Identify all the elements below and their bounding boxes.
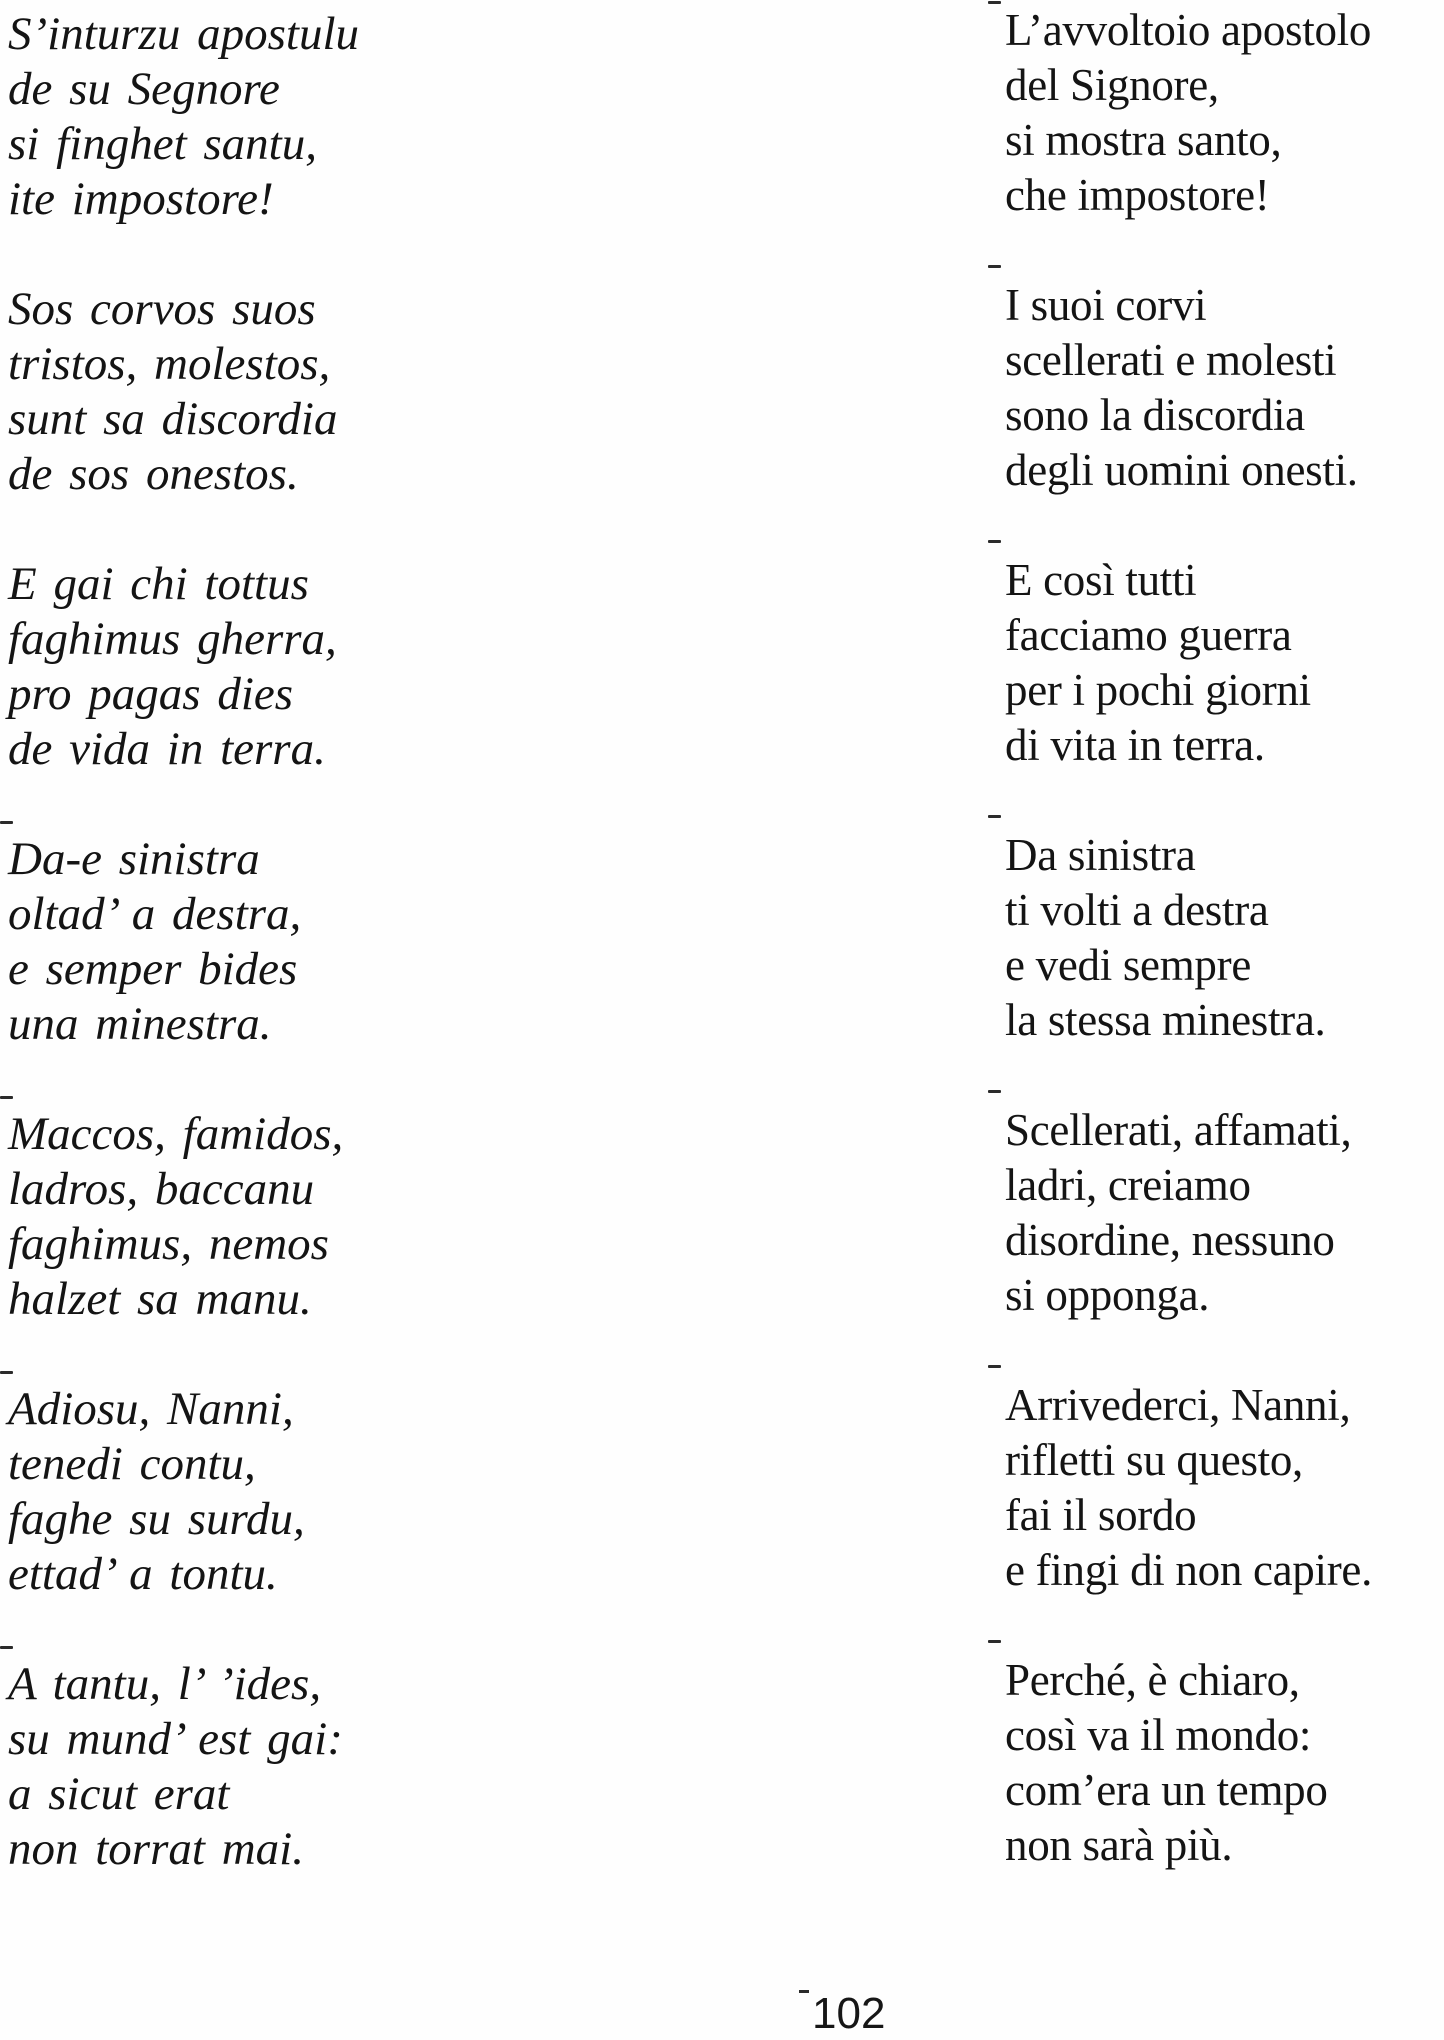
poem-line: facciamo guerra: [1005, 610, 1292, 660]
poem-line: fai il sordo: [1005, 1490, 1197, 1540]
poem-line: E gai chi tottus: [8, 558, 309, 610]
poem-line: a sicut erat: [8, 1768, 230, 1820]
poem-line: faghe su surdu,: [8, 1493, 305, 1545]
poem-line: non torrat mai.: [8, 1823, 304, 1875]
poem-line: per i pochi giorni: [1005, 665, 1311, 715]
poem-line: del Signore,: [1005, 60, 1219, 110]
stanza: [8, 1657, 359, 1877]
poem-line: faghimus gherra,: [8, 613, 337, 665]
poem-line: L’avvoltoio apostolo: [1005, 5, 1372, 55]
poem-line: Adiosu, Nanni,: [8, 1383, 294, 1435]
poem-line: halzet sa manu.: [8, 1273, 312, 1325]
stanza: [8, 832, 359, 1052]
poem-line: scellerati e molesti: [1005, 335, 1337, 385]
poem-line: sono la discordia: [1005, 390, 1305, 440]
poem-line: e fingi di non capire.: [1005, 1545, 1373, 1595]
scan-tick-artifact: [988, 815, 1001, 818]
poem-line: Maccos, famidos,: [8, 1108, 344, 1160]
poem-line: ite impostore!: [8, 173, 274, 225]
poem-line: disordine, nessuno: [1005, 1215, 1335, 1265]
scan-tick-artifact: [0, 1646, 13, 1649]
poem-line: rifletti su questo,: [1005, 1435, 1304, 1485]
poem-line: non sarà più.: [1005, 1820, 1233, 1870]
poem-line: di vita in terra.: [1005, 720, 1265, 770]
stanza: [8, 7, 359, 227]
poem-line: ettad’ a tontu.: [8, 1548, 278, 1600]
poem-line: I suoi corvi: [1005, 280, 1207, 330]
scan-tick-artifact: [988, 1, 1001, 4]
poem-line: ladros, baccanu: [8, 1163, 315, 1215]
stanza: [1005, 828, 1372, 1048]
stanza: [8, 557, 359, 777]
poem-line: oltad’ a destra,: [8, 888, 302, 940]
scan-tick-artifact: [988, 265, 1001, 268]
italian-column: [1005, 3, 1372, 1928]
sardinian-column: [8, 7, 359, 1932]
stanza: [1005, 278, 1372, 498]
stanza: [1005, 1653, 1372, 1873]
poem-line: pro pagas dies: [8, 668, 294, 720]
poem-line: Perché, è chiaro,: [1005, 1655, 1300, 1705]
poem-line: A tantu, l’ ’ides,: [8, 1658, 322, 1710]
page-number: 102: [812, 1989, 886, 2038]
poem-line: su mund’ est gai:: [8, 1713, 343, 1765]
stanza: [1005, 1103, 1372, 1323]
poem-line: la stessa minestra.: [1005, 995, 1326, 1045]
stanza: [8, 1382, 359, 1602]
poem-line: de sos onestos.: [8, 448, 299, 500]
scan-tick-artifact: [988, 1640, 1001, 1643]
poem-line: sunt sa discordia: [8, 393, 338, 445]
poem-line: Scellerati, affamati,: [1005, 1105, 1352, 1155]
poem-line: ti volti a destra: [1005, 885, 1269, 935]
poem-line: S’inturzu apostulu: [8, 8, 360, 60]
poem-line: de su Segnore: [8, 63, 280, 115]
poem-line: e vedi sempre: [1005, 940, 1251, 990]
stanza: [1005, 553, 1372, 773]
scan-tick-artifact: [0, 1371, 13, 1374]
poem-line: così va il mondo:: [1005, 1710, 1312, 1760]
scan-tick-artifact: [799, 1990, 809, 1993]
poem-line: Da-e sinistra: [8, 833, 260, 885]
poem-line: e semper bides: [8, 943, 298, 995]
stanza: [8, 282, 359, 502]
stanza: [1005, 1378, 1372, 1598]
poem-line: si finghet santu,: [8, 118, 317, 170]
poem-line: una minestra.: [8, 998, 272, 1050]
poem-line: degli uomini onesti.: [1005, 445, 1358, 495]
scan-tick-artifact: [988, 540, 1001, 543]
scan-tick-artifact: [988, 1365, 1001, 1368]
poem-line: E così tutti: [1005, 555, 1197, 605]
stanza: [1005, 3, 1372, 223]
poem-line: tenedi contu,: [8, 1438, 256, 1490]
scan-tick-artifact: [988, 1090, 1001, 1093]
poem-line: ladri, creiamo: [1005, 1160, 1251, 1210]
poem-line: Arrivederci, Nanni,: [1005, 1380, 1351, 1430]
poem-line: faghimus, nemos: [8, 1218, 329, 1270]
poem-line: si mostra santo,: [1005, 115, 1282, 165]
poem-line: si opponga.: [1005, 1270, 1210, 1320]
poem-line: de vida in terra.: [8, 723, 326, 775]
stanza: [8, 1107, 359, 1327]
poem-line: Da sinistra: [1005, 830, 1196, 880]
poem-line: Sos corvos suos: [8, 283, 316, 335]
poem-line: che impostore!: [1005, 170, 1270, 220]
scan-tick-artifact: [0, 1096, 13, 1099]
poem-line: tristos, molestos,: [8, 338, 331, 390]
scan-tick-artifact: [0, 821, 13, 824]
poem-line: com’era un tempo: [1005, 1765, 1328, 1815]
